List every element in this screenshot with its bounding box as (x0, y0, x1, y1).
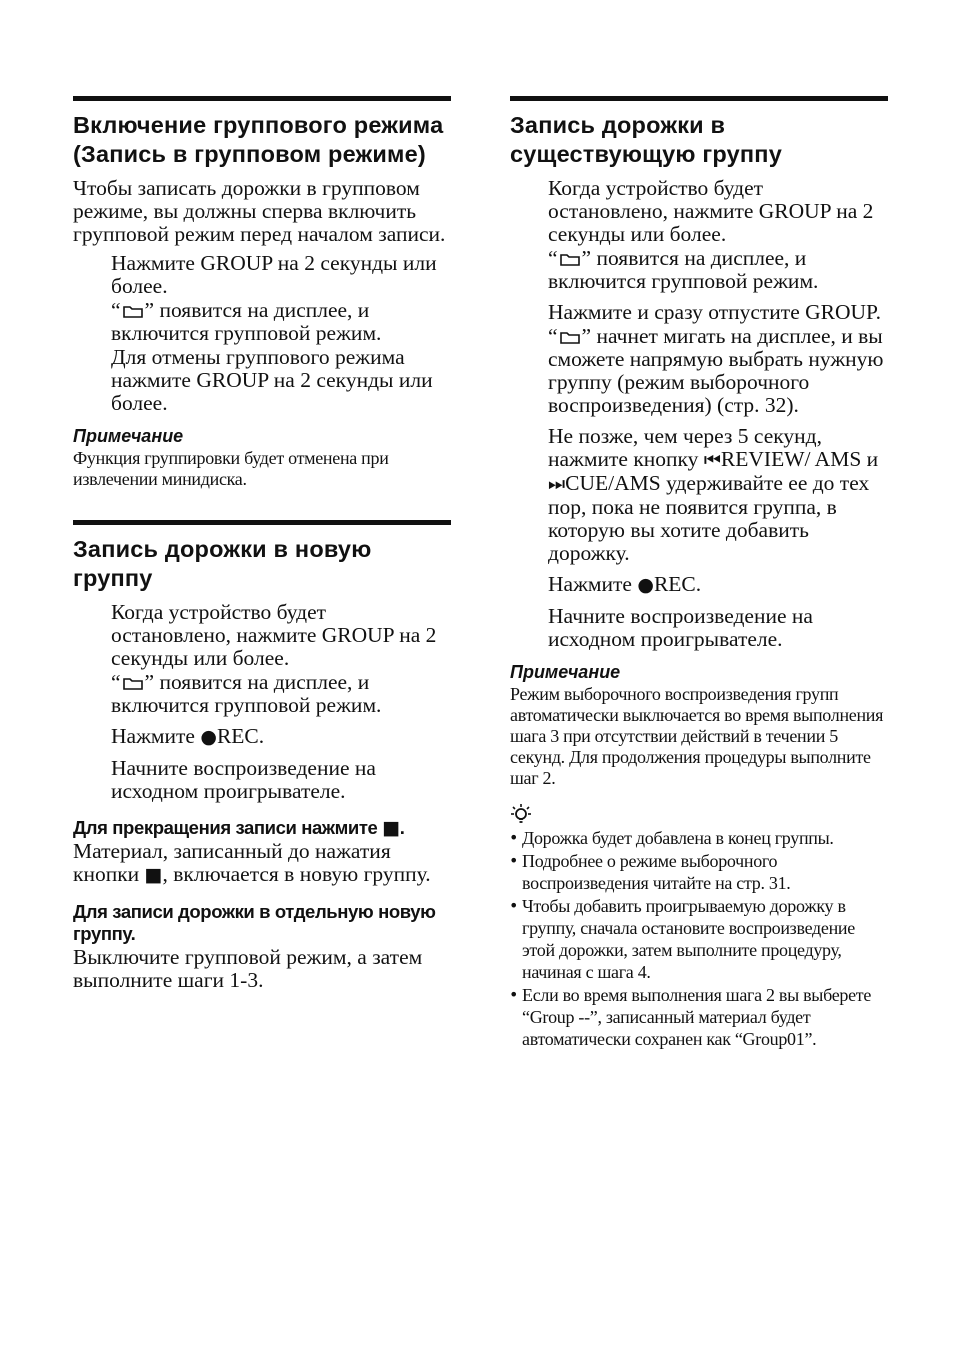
stop-heading: Для прекращения записи нажмите ■. (73, 817, 405, 839)
step-text: Нажмите ●REC. (548, 572, 702, 596)
record-dot-icon: ● (637, 574, 654, 596)
list-item: • Дорожка будет добавлена в конец группы. (510, 827, 888, 849)
separate-group-text: Выключите групповой режим, а затем выполните шаги 1-3. (73, 945, 423, 992)
step-text: Нажмите ●REC. (111, 724, 265, 748)
list-item: • Если во время выполнения шага 2 вы выберете “Group --”, записанный материал будет автоматически сохранен как “Group01”. (510, 984, 888, 1050)
steps-new-group (111, 601, 451, 803)
group-folder-icon (560, 330, 580, 344)
section-rule (510, 96, 888, 101)
section-rule (73, 96, 451, 101)
left-column (73, 96, 451, 992)
step-text: Нажмите GROUP на 2 секунды или более. (111, 251, 437, 298)
group-folder-icon (123, 676, 143, 690)
section-title-new-group: Запись дорожки в новую группу (73, 536, 372, 591)
steps-group-mode (111, 252, 451, 415)
step-text: “ ” начнет мигать на дисплее, и вы сможете напрямую выбрать нужную группу (режим выборочного воспроизведения) (стр. 32). (548, 324, 884, 417)
separate-group-heading: Для записи дорожки в отдельную новую группу. (73, 901, 436, 944)
record-dot-icon: ● (200, 726, 217, 748)
step-text: Начните воспроизведение на исходном проигрывателе. (548, 604, 813, 651)
list-item: • Подробнее о режиме выборочного воспроизведения читайте на стр. 31. (510, 850, 888, 894)
stop-square-icon: ■ (382, 817, 400, 839)
note-text: Функция группировки будет отменена при извлечении минидиска. (73, 448, 389, 489)
step-text: Когда устройство будет остановлено, нажмите GROUP на 2 секунды или более. (548, 176, 874, 246)
step-text: “ ” появится на дисплее, и включится групповой режим. (111, 298, 382, 345)
note-heading: Примечание (73, 426, 184, 446)
skip-back-icon: ⏮ (703, 449, 721, 471)
stop-square-icon: ■ (144, 864, 163, 886)
step-text: Для отмены группового режима нажмите GROUP на 2 секунды или более. (111, 345, 433, 415)
section-title-group-mode: Включение группового режима (Запись в групповом режиме) (73, 112, 444, 167)
group-folder-icon (560, 252, 580, 266)
section-title-existing-group: Запись дорожки в существующую группу (510, 112, 782, 167)
step-text: “ ” появится на дисплее, и включится групповой режим. (548, 246, 819, 293)
note-text: Режим выборочного воспроизведения групп автоматически выключается во время выполнения шага 3 при отсутствии действий в течении 5 секунд. Для продолжения процедуры выполните шаг 2. (510, 684, 884, 788)
step-text: Нажмите и сразу отпустите GROUP. (548, 300, 881, 324)
lightbulb-tip-icon (510, 803, 888, 825)
steps-existing-group (548, 177, 888, 651)
tips-list (510, 827, 888, 1050)
section-new-group (73, 520, 451, 992)
intro-text: Чтобы записать дорожки в групповом режиме, вы должны сперва включить групповой режим перед началом записи. (73, 176, 446, 246)
stop-text: Материал, записанный до нажатия кнопки ■, включается в новую группу. (73, 839, 431, 886)
step-text: Когда устройство будет остановлено, нажмите GROUP на 2 секунды или более. (111, 600, 437, 670)
right-column (510, 96, 888, 1051)
step-text: “ ” появится на дисплее, и включится групповой режим. (111, 670, 382, 717)
section-rule (73, 520, 451, 525)
skip-forward-icon: ⏭ (548, 473, 566, 495)
step-text: Начните воспроизведение на исходном проигрывателе. (111, 756, 376, 803)
list-item: • Чтобы добавить проигрываемую дорожку в группу, сначала остановите воспроизведение этой дорожки, затем выполните процедуру, начиная с шага 4. (510, 895, 888, 983)
group-folder-icon (123, 304, 143, 318)
step-text: Не позже, чем через 5 секунд, нажмите кнопку ⏮REVIEW/ AMS и ⏭CUE/AMS удерживайте ее до тех пор, пока не появится группа, в которую вы хотите добавить дорожку. (548, 424, 879, 565)
note-heading: Примечание (510, 662, 621, 682)
